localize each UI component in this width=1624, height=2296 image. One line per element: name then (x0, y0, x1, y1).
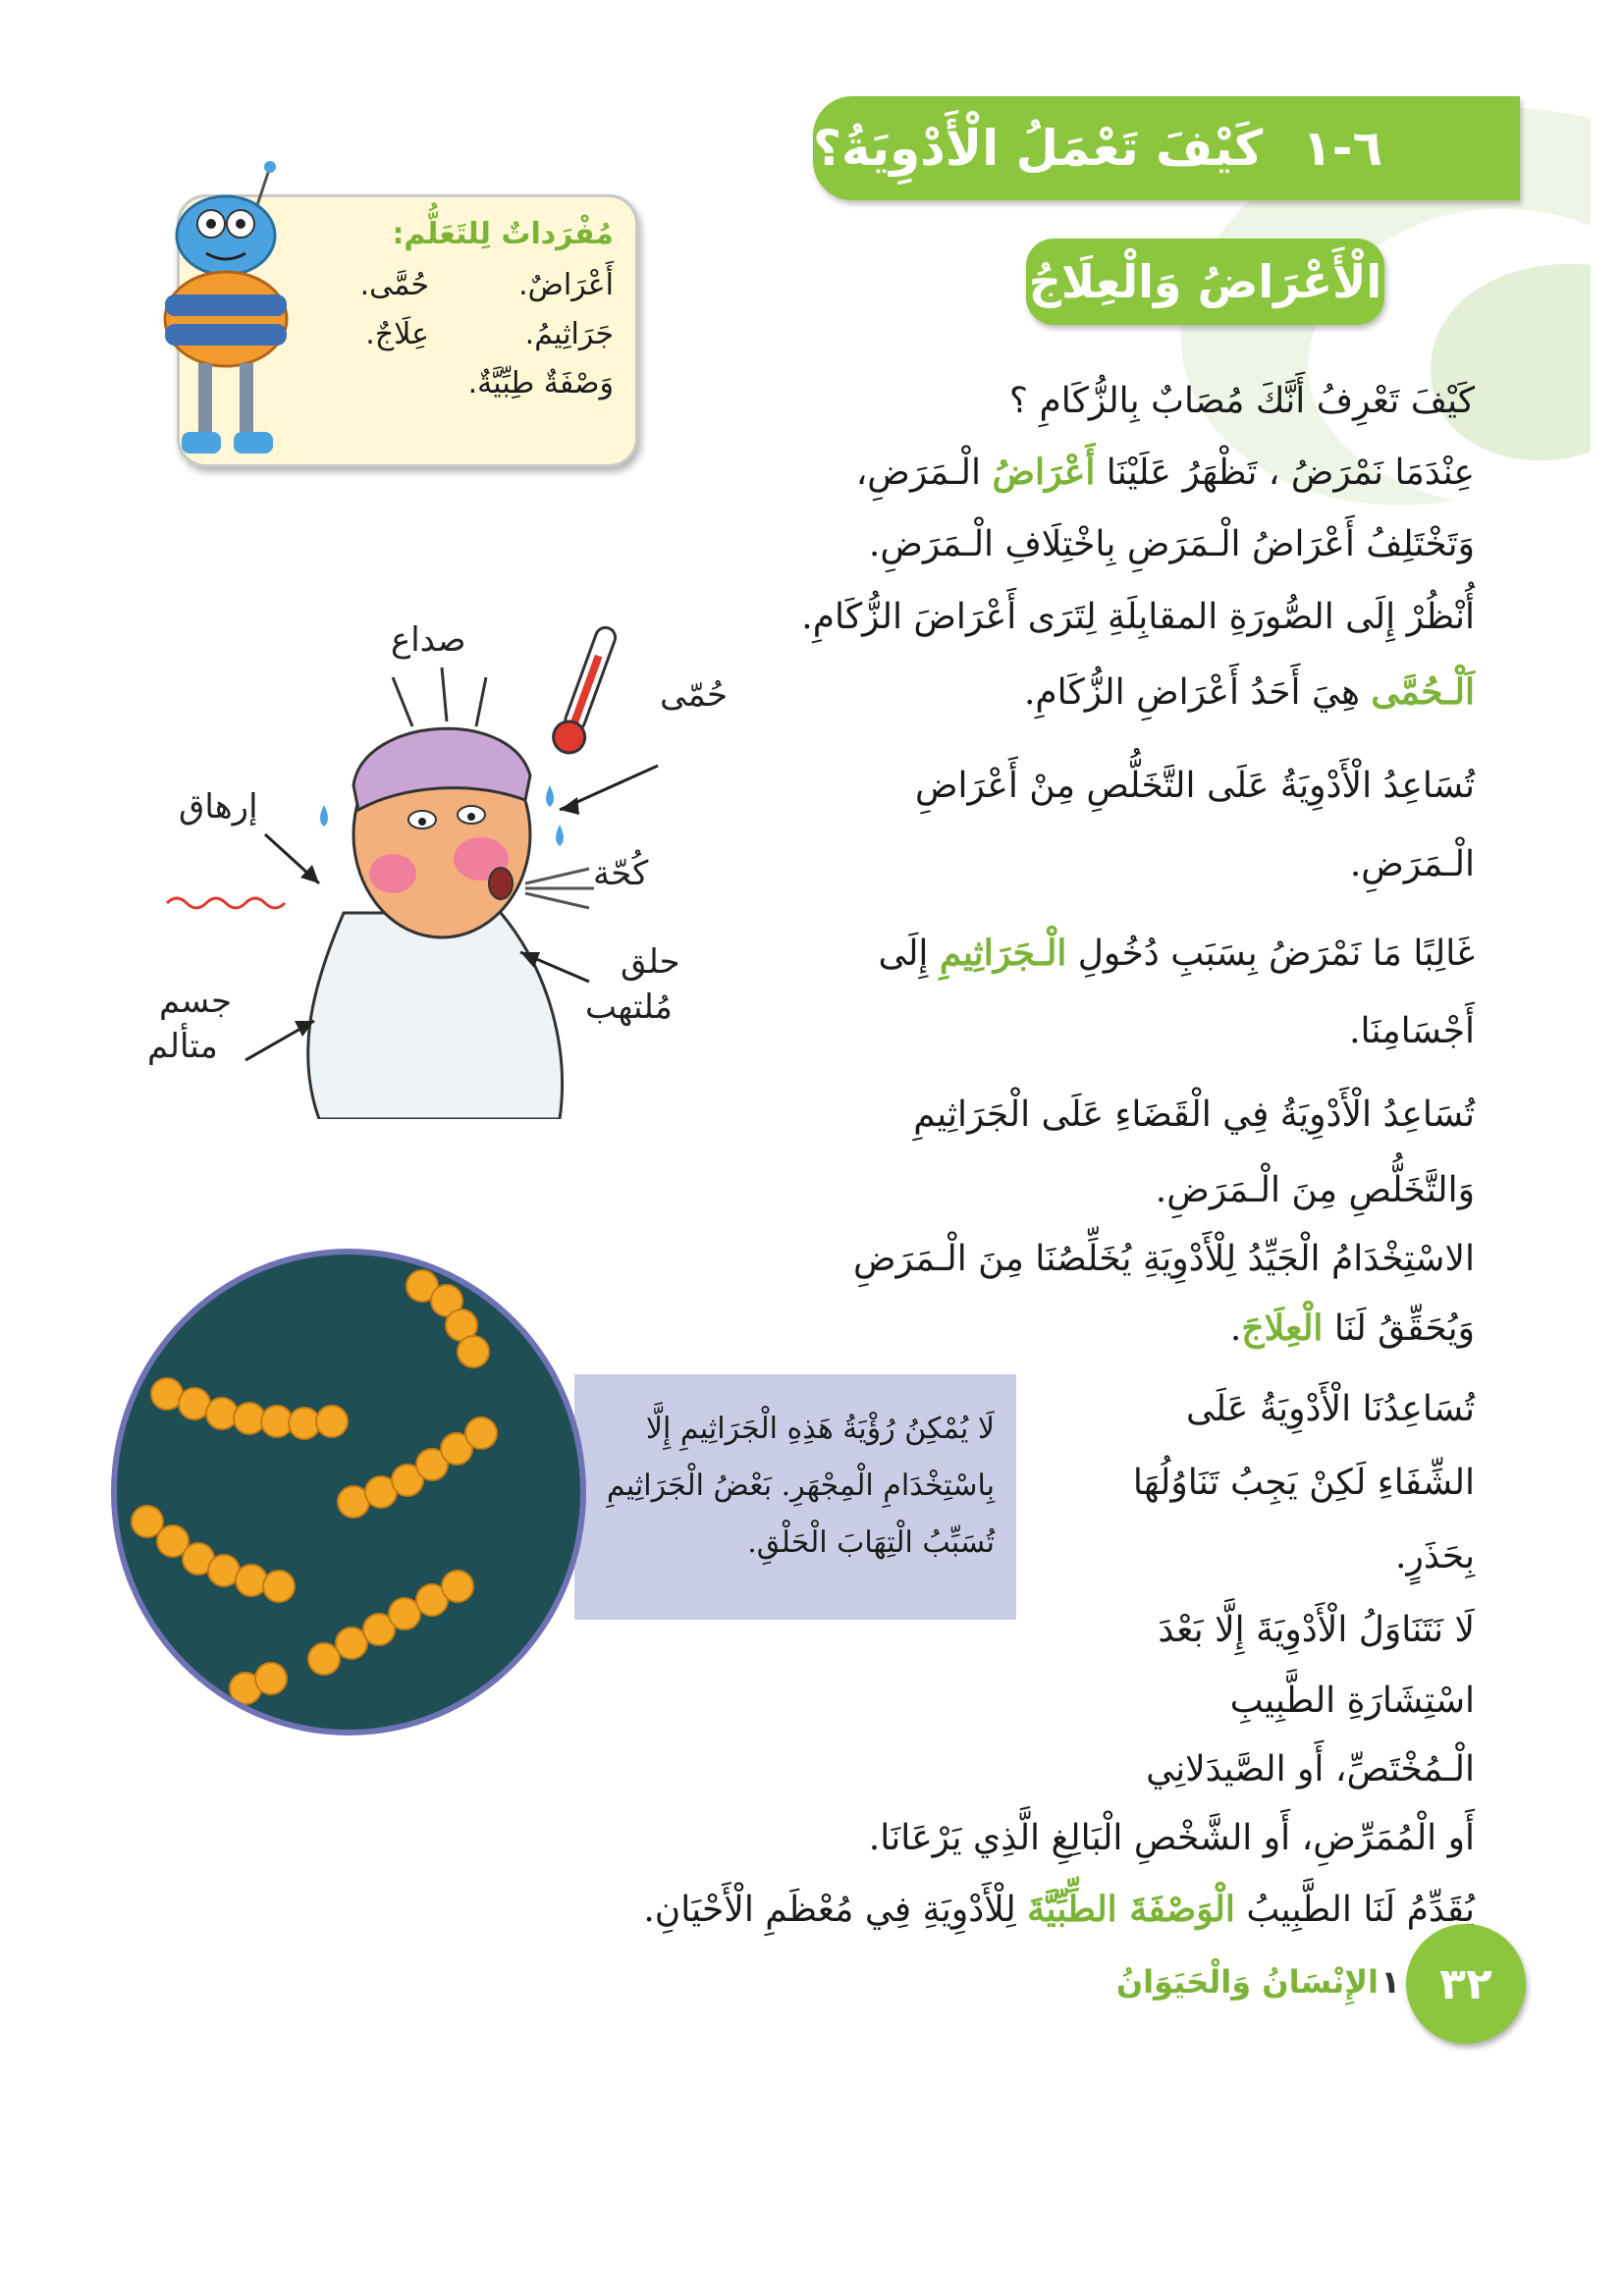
label-cough: كُحّة (593, 854, 649, 893)
label-body: جسم (159, 982, 232, 1021)
caption-line: تُسَبِّبُ الْتِهَابَ الْحَلْقِ. (747, 1525, 995, 1560)
body-line: أَو الْمُمَرِّضِ، أَو الشَّخْصِ الْبَالِغِ الَّذِي يَرْعَانَا. (868, 1818, 1475, 1858)
label-throat-inflamed: مُلتهب (585, 988, 673, 1027)
label-fever: حُمّى (660, 675, 729, 715)
robot-mascot-icon (147, 157, 304, 471)
body-line: وَالتَّخَلُّصِ مِنَ الْـمَرَضِ. (1155, 1170, 1475, 1210)
label-body-aching: متألم (147, 1027, 218, 1066)
keyword-symptoms: أَعْرَاضُ (992, 452, 1096, 493)
caption-box (574, 1374, 1016, 1620)
label-throat: حلق (621, 942, 680, 982)
keyword-prescription: الْوَصْفَةَ الطِّبِّيَّةَ (1027, 1889, 1235, 1930)
section-heading: الْأَعْرَاضُ وَالْعِلَاجُ (1026, 239, 1384, 325)
body-line: غَالِبًا مَا نَمْرَضُ بِسَبَبِ دُخُولِ الْـجَرَاثِيمِ إِلَى (878, 933, 1475, 974)
body-line: أُنْظُرْ إِلَى الصُّورَةِ المقابِلَةِ لِتَرَى أَعْرَاضَ الزُّكَامِ. (801, 597, 1475, 637)
vocab-word: وَصْفَةٌ طِبِّيَّةٌ. (467, 366, 614, 400)
body-line: الْـمَرَضِ. (1349, 844, 1475, 884)
caption-line: لَا يُمْكِنُ رُؤْيَةُ هَذِهِ الْجَرَاثِيمِ إِلَّا (645, 1412, 995, 1446)
unit-title: الإِنْسَانُ وَالْحَيَوَانُ (1115, 1963, 1379, 2001)
body-line: بِحَذَرٍ. (1395, 1536, 1475, 1576)
lesson-title-bar (813, 96, 1520, 200)
vocab-word: عِلَاجٌ. (365, 317, 429, 351)
body-line: أَجْسَامِنَا. (1349, 1011, 1475, 1051)
bacteria-microscope-image (108, 1247, 589, 1737)
body-line: وَيُحَقِّقُ لَنَا الْعِلَاجَ. (1229, 1308, 1475, 1349)
body-line: الْـمُخْتَصِّ، أَو الصَّيدَلانِي (1146, 1749, 1475, 1789)
vocab-word: جَرَاثِيمُ. (524, 317, 614, 351)
label-headache: صداع (391, 620, 466, 660)
body-line: اسْتِشَارَةِ الطَّبِيبِ (1229, 1681, 1475, 1721)
keyword-germs: الْـجَرَاثِيمِ (939, 933, 1067, 974)
vocabulary-title: مُفْرَداتٌ لِلتَعَلُّم: (392, 217, 614, 251)
body-line: الشِّفَاءِ لَكِنْ يَجِبُ تَنَاوُلُهَا (1132, 1463, 1475, 1503)
body-line: يُقَدِّمُ لَنَا الطَّبِيبُ الْوَصْفَةَ الطِّبِّيَّةَ لِلْأَدْوِيَةِ فِي مُعْظَمِ الْأَحْيَانِ. (643, 1889, 1475, 1930)
unit-number: ١ (1380, 1963, 1400, 2001)
vocab-word: أَعْرَاضٌ. (518, 268, 614, 302)
body-line: تُسَاعِدُنَا الْأَدْوِيَةُ عَلَى (1185, 1389, 1475, 1429)
body-line: تُسَاعِدُ الْأَدْوِيَةُ عَلَى التَّخَلُّصِ مِنْ أَعْرَاضِ (914, 766, 1475, 806)
keyword-fever: اَلْـحُمَّى (1371, 671, 1475, 713)
page-number: ٣٢ (1406, 1924, 1526, 2044)
body-line: وَتَخْتَلِفُ أَعْرَاضُ الْـمَرَضِ بِاخْتِلَافِ الْـمَرَضِ. (868, 524, 1475, 564)
caption-line: بِاسْتِخْدَامِ الْمِجْهَرِ. بَعْضُ الْجَرَاثِيمِ (606, 1468, 995, 1503)
lesson-title: كَيْفَ تَعْمَلُ الْأَدْوِيَةُ؟ (813, 120, 1264, 177)
body-line: لَا نَتَنَاوَلُ الْأَدْوِيَةَ إِلَّا بَعْدَ (1158, 1610, 1475, 1650)
body-line: تُسَاعِدُ الْأَدْوِيَةُ فِي الْقَضَاءِ عَلَى الْجَرَاثِيمِ (913, 1095, 1475, 1135)
vocab-word: حُمَّى. (359, 268, 429, 302)
body-line: عِنْدَمَا نَمْرَضُ ، تَظْهَرُ عَلَيْنَا أَعْرَاضُ الْـمَرَضِ، (855, 452, 1475, 493)
keyword-treatment: الْعِلَاجَ (1241, 1308, 1324, 1349)
body-line: كَيْفَ تَعْرِفُ أَنَّكَ مُصَابٌ بِالزُّكَامِ ؟ (1008, 381, 1475, 421)
label-fatigue: إرهاق (179, 787, 258, 827)
body-line: اَلْـحُمَّى هِيَ أَحَدُ أَعْرَاضِ الزُّكَامِ. (1023, 671, 1475, 713)
body-line: الاسْتِخْدَامُ الْجَيِّدُ لِلْأَدْوِيَةِ يُخَلِّصُنَا مِنَ الْـمَرَضِ (853, 1239, 1475, 1279)
lesson-number: ٦-١ (1302, 120, 1383, 177)
